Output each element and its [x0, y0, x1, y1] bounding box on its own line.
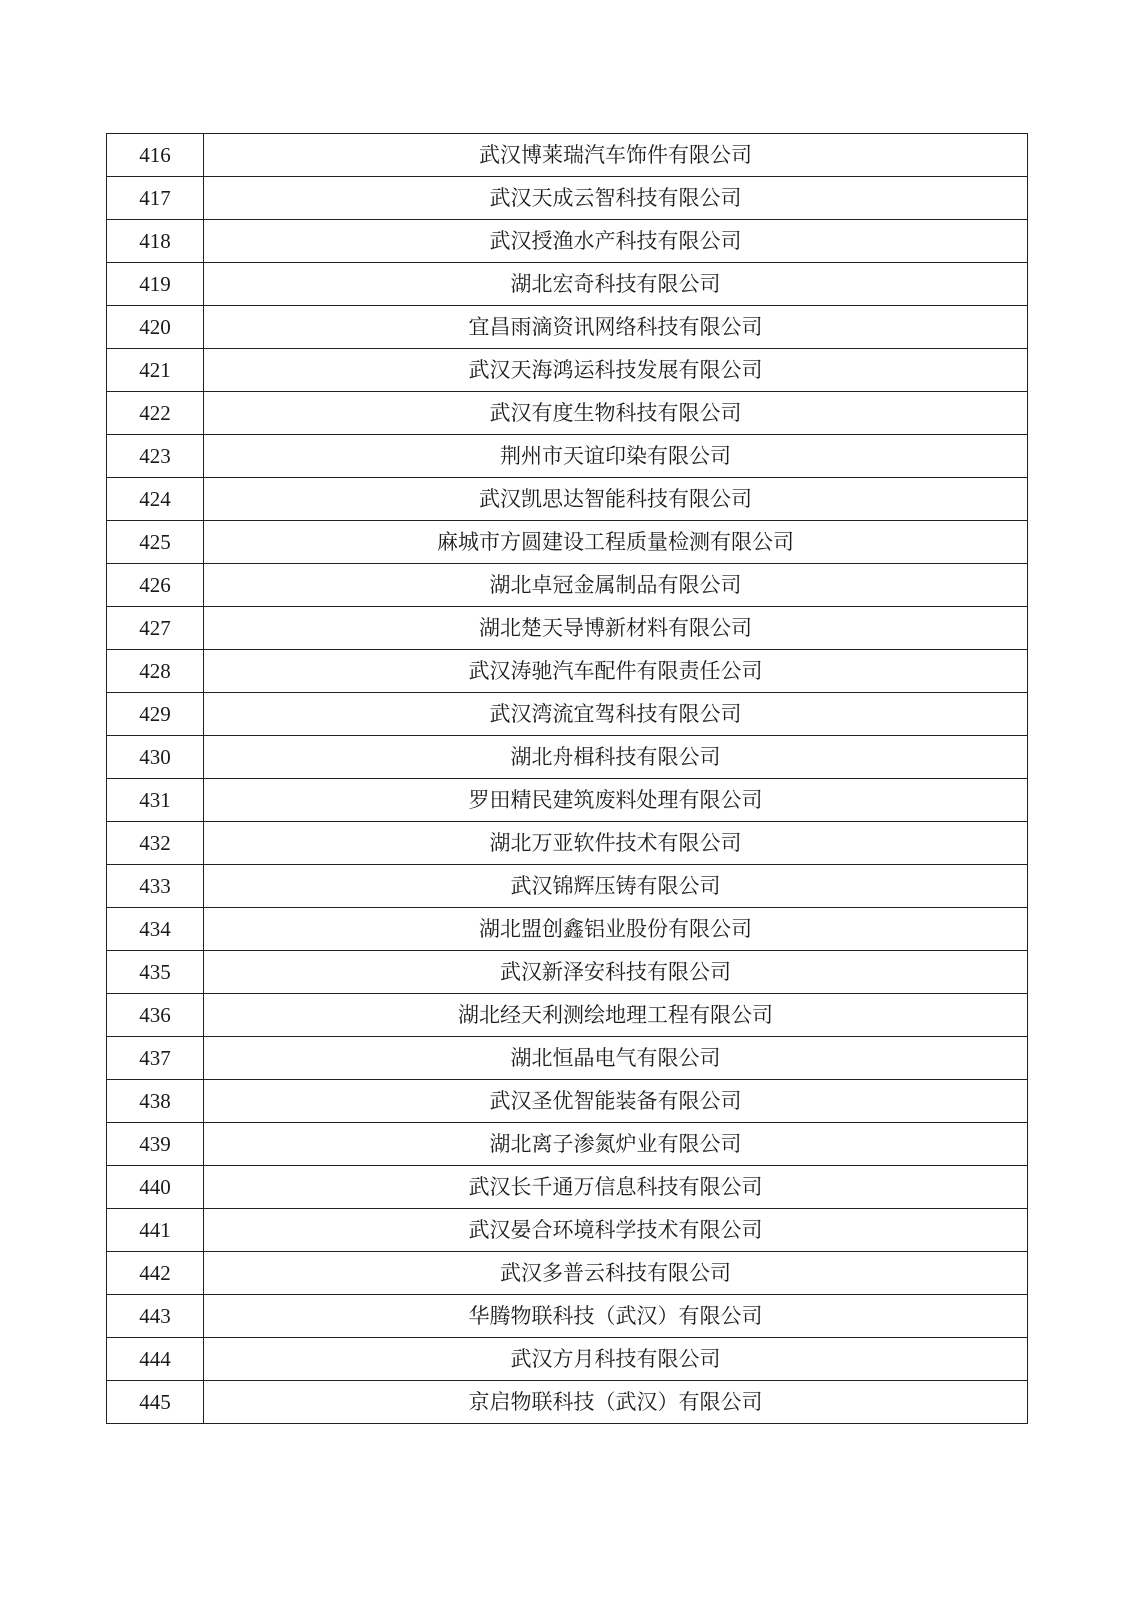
table-row [107, 564, 1028, 607]
row-number-cell: 437 [107, 1037, 204, 1080]
row-number-cell: 433 [107, 865, 204, 908]
table-row [107, 822, 1028, 865]
table-row [107, 521, 1028, 564]
company-name-cell: 武汉有度生物科技有限公司 [204, 392, 1028, 435]
company-name-cell: 武汉天海鸿运科技发展有限公司 [204, 349, 1028, 392]
table-row [107, 177, 1028, 220]
table-row [107, 478, 1028, 521]
row-number-cell: 422 [107, 392, 204, 435]
company-name-cell: 武汉锦辉压铸有限公司 [204, 865, 1028, 908]
company-name-cell: 湖北万亚软件技术有限公司 [204, 822, 1028, 865]
table-row [107, 349, 1028, 392]
row-number-cell: 436 [107, 994, 204, 1037]
company-name-cell: 武汉涛驰汽车配件有限责任公司 [204, 650, 1028, 693]
company-name-cell: 武汉湾流宜驾科技有限公司 [204, 693, 1028, 736]
table-row [107, 435, 1028, 478]
company-name-cell: 华腾物联科技（武汉）有限公司 [204, 1295, 1028, 1338]
company-name-cell: 武汉博莱瑞汽车饰件有限公司 [204, 134, 1028, 177]
table-row [107, 1123, 1028, 1166]
table-row [107, 951, 1028, 994]
row-number-cell: 420 [107, 306, 204, 349]
table-row [107, 1209, 1028, 1252]
row-number-cell: 443 [107, 1295, 204, 1338]
row-number-cell: 439 [107, 1123, 204, 1166]
table-row [107, 392, 1028, 435]
company-name-cell: 武汉凯思达智能科技有限公司 [204, 478, 1028, 521]
company-name-cell: 武汉天成云智科技有限公司 [204, 177, 1028, 220]
company-name-cell: 湖北卓冠金属制品有限公司 [204, 564, 1028, 607]
company-name-cell: 武汉长千通万信息科技有限公司 [204, 1166, 1028, 1209]
row-number-cell: 438 [107, 1080, 204, 1123]
company-list-body [107, 134, 1028, 1424]
row-number-cell: 427 [107, 607, 204, 650]
row-number-cell: 432 [107, 822, 204, 865]
table-row [107, 1080, 1028, 1123]
table-row [107, 693, 1028, 736]
table-row [107, 306, 1028, 349]
table-row [107, 134, 1028, 177]
row-number-cell: 418 [107, 220, 204, 263]
company-name-cell: 京启物联科技（武汉）有限公司 [204, 1381, 1028, 1424]
company-name-cell: 武汉多普云科技有限公司 [204, 1252, 1028, 1295]
company-name-cell: 武汉授渔水产科技有限公司 [204, 220, 1028, 263]
table-row [107, 220, 1028, 263]
table-row [107, 1252, 1028, 1295]
table-row [107, 263, 1028, 306]
row-number-cell: 416 [107, 134, 204, 177]
company-name-cell: 湖北离子渗氮炉业有限公司 [204, 1123, 1028, 1166]
company-name-cell: 武汉圣优智能装备有限公司 [204, 1080, 1028, 1123]
company-name-cell: 武汉晏合环境科学技术有限公司 [204, 1209, 1028, 1252]
row-number-cell: 425 [107, 521, 204, 564]
company-name-cell: 罗田精民建筑废料处理有限公司 [204, 779, 1028, 822]
company-name-cell: 湖北恒晶电气有限公司 [204, 1037, 1028, 1080]
table-row [107, 1381, 1028, 1424]
company-name-cell: 湖北盟创鑫铝业股份有限公司 [204, 908, 1028, 951]
company-name-cell: 荆州市天谊印染有限公司 [204, 435, 1028, 478]
row-number-cell: 445 [107, 1381, 204, 1424]
table-row [107, 736, 1028, 779]
row-number-cell: 419 [107, 263, 204, 306]
row-number-cell: 426 [107, 564, 204, 607]
company-name-cell: 麻城市方圆建设工程质量检测有限公司 [204, 521, 1028, 564]
row-number-cell: 435 [107, 951, 204, 994]
table-row [107, 607, 1028, 650]
row-number-cell: 430 [107, 736, 204, 779]
row-number-cell: 431 [107, 779, 204, 822]
table-row [107, 650, 1028, 693]
row-number-cell: 442 [107, 1252, 204, 1295]
row-number-cell: 441 [107, 1209, 204, 1252]
row-number-cell: 417 [107, 177, 204, 220]
company-name-cell: 湖北经天利测绘地理工程有限公司 [204, 994, 1028, 1037]
table-row [107, 1338, 1028, 1381]
row-number-cell: 423 [107, 435, 204, 478]
table-row [107, 865, 1028, 908]
table-row [107, 908, 1028, 951]
row-number-cell: 428 [107, 650, 204, 693]
row-number-cell: 444 [107, 1338, 204, 1381]
row-number-cell: 429 [107, 693, 204, 736]
company-name-cell: 宜昌雨滴资讯网络科技有限公司 [204, 306, 1028, 349]
company-name-cell: 湖北舟楫科技有限公司 [204, 736, 1028, 779]
row-number-cell: 440 [107, 1166, 204, 1209]
company-name-cell: 武汉新泽安科技有限公司 [204, 951, 1028, 994]
row-number-cell: 434 [107, 908, 204, 951]
company-name-cell: 湖北宏奇科技有限公司 [204, 263, 1028, 306]
company-name-cell: 湖北楚天导博新材料有限公司 [204, 607, 1028, 650]
company-name-cell: 武汉方月科技有限公司 [204, 1338, 1028, 1381]
table-row [107, 779, 1028, 822]
table-row [107, 994, 1028, 1037]
table-row [107, 1037, 1028, 1080]
company-list-table [106, 133, 1028, 1424]
table-row [107, 1166, 1028, 1209]
row-number-cell: 421 [107, 349, 204, 392]
table-row [107, 1295, 1028, 1338]
row-number-cell: 424 [107, 478, 204, 521]
